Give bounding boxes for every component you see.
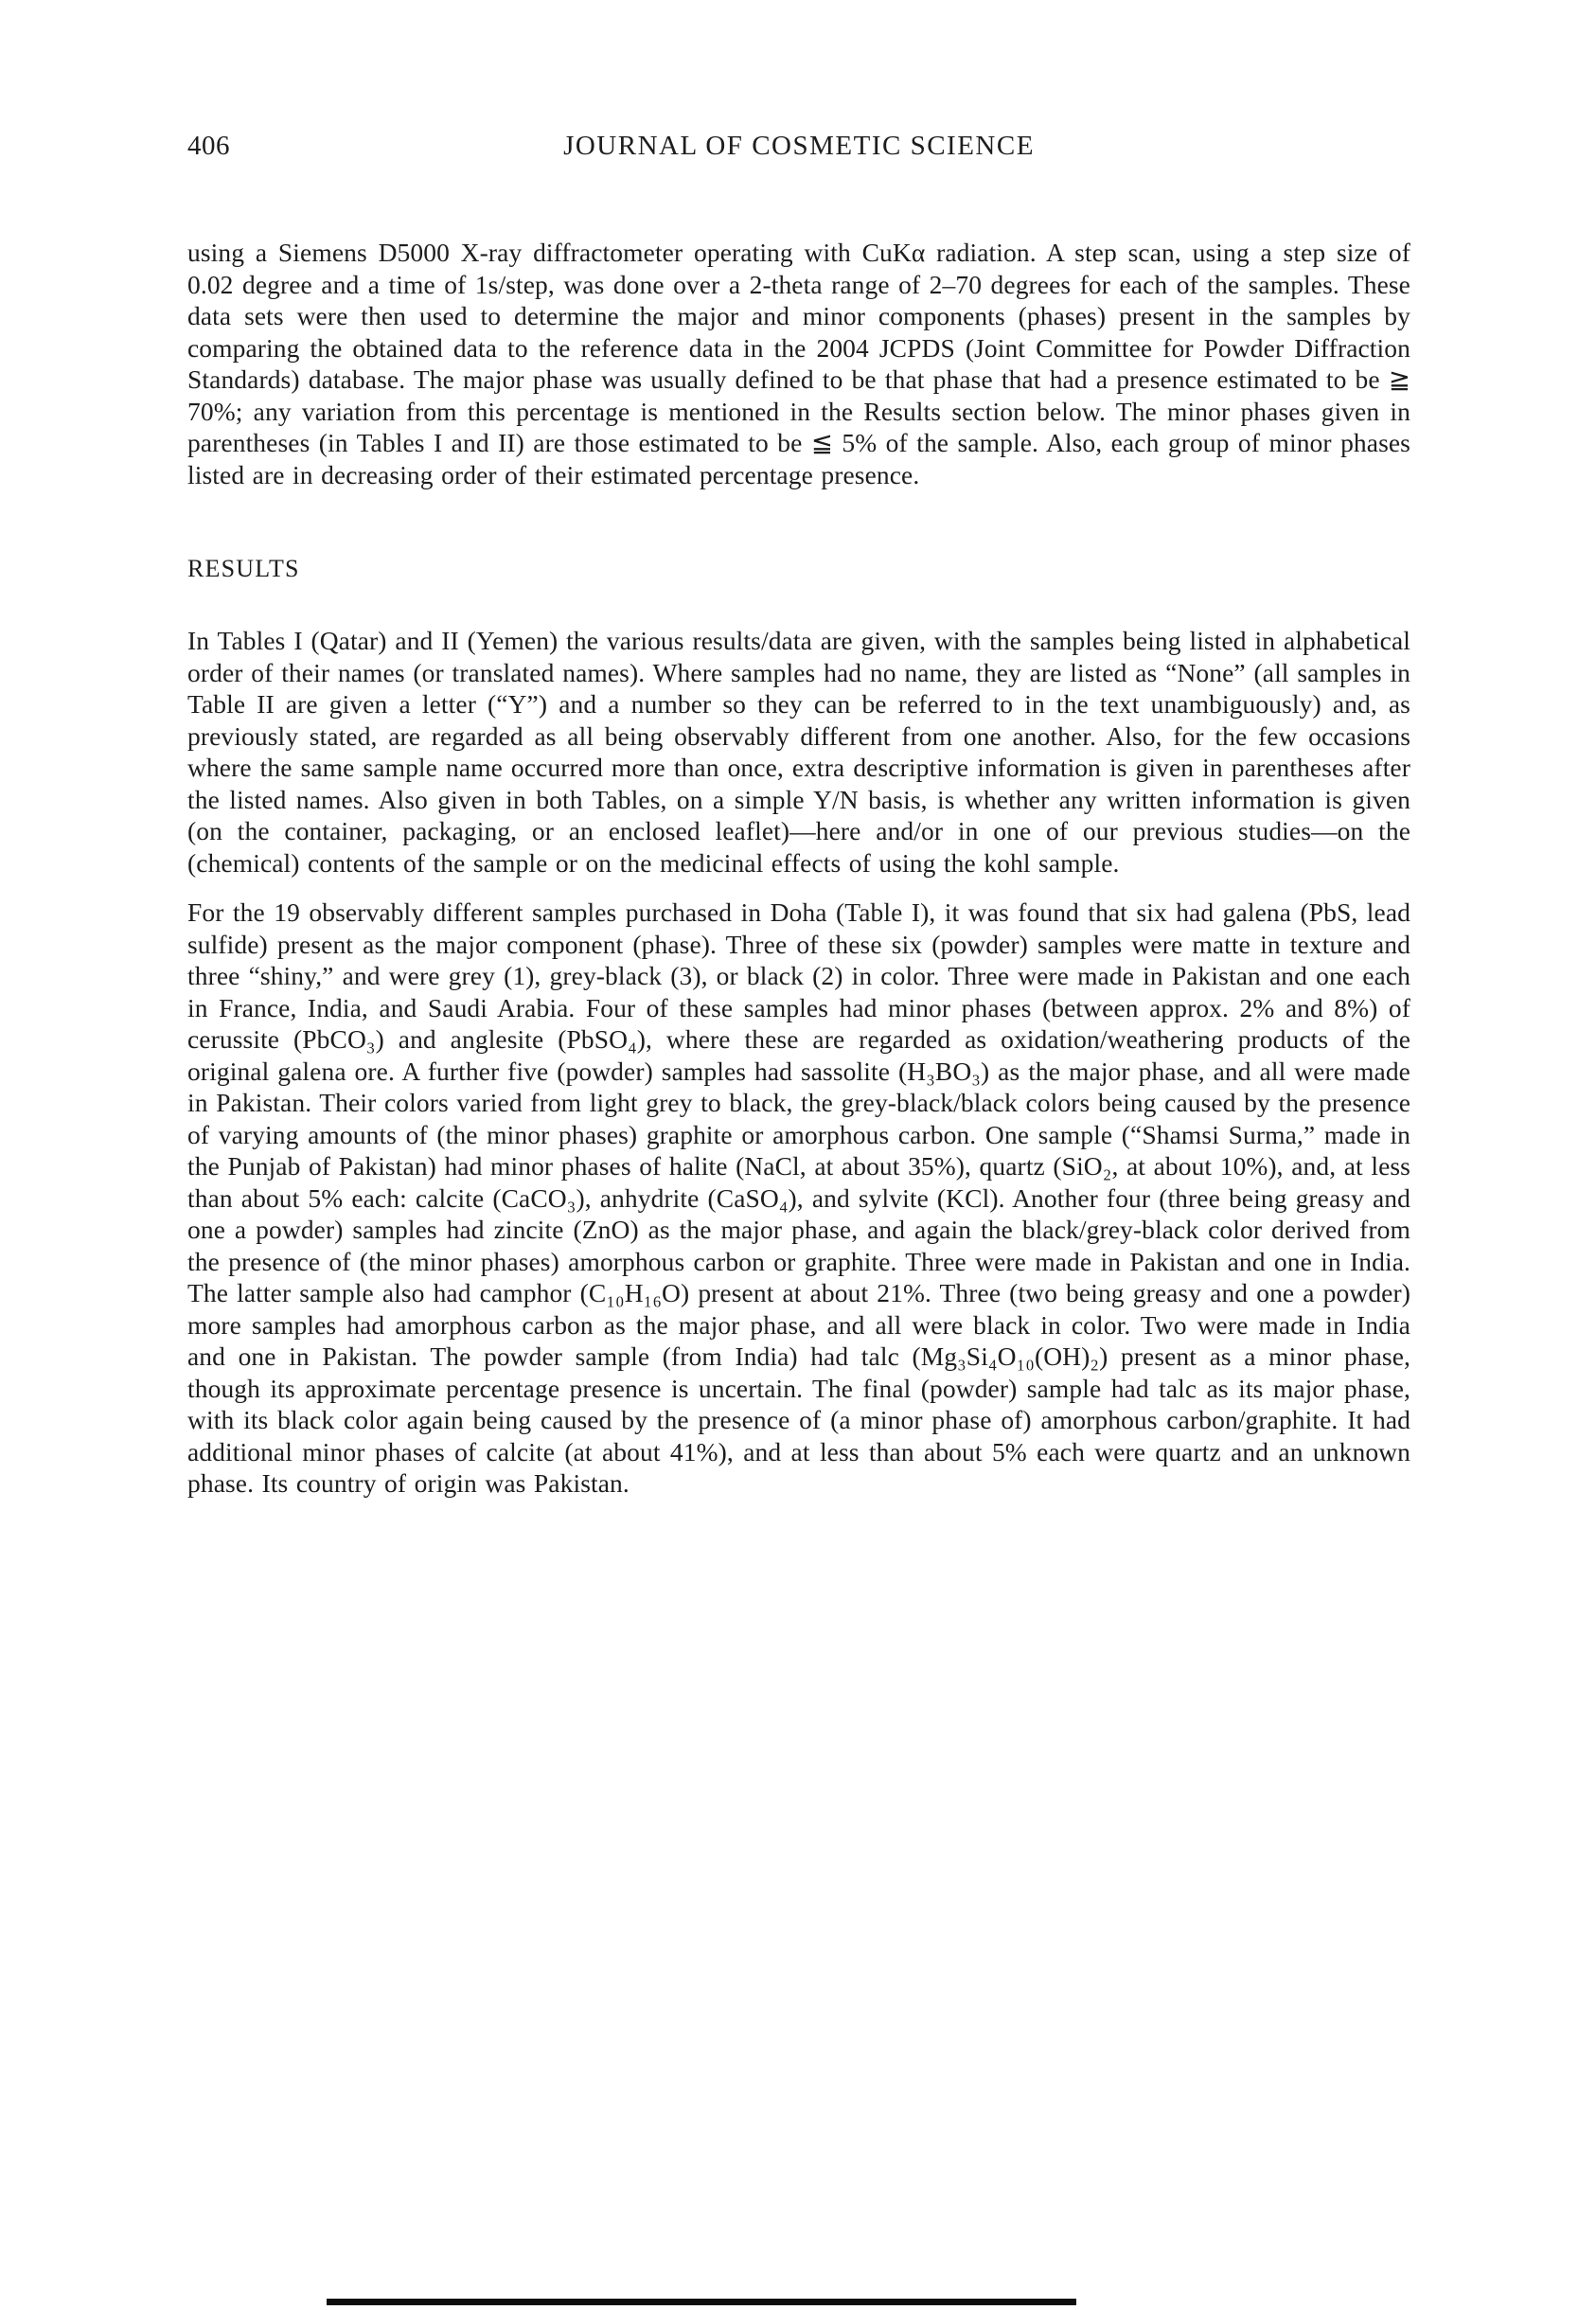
paragraph-results-overview: In Tables I (Qatar) and II (Yemen) the various results/data are given, with the samples being listed in alphabetical order of their names (or translated names). Where samples had no name, they are listed as “None” (all samples in Table II are given a letter (“Y”) and a number so they can be referred to in the text unambiguously) and, as previously stated, are regarded as all being observably different from one another. Also, for the few occasions where the same sample name occurred more than once, extra descriptive information is given in parentheses after the listed names. Also given in both Tables, on a simple Y/N basis, is whether any written information is given (on the container, packaging, or an enclosed leaflet)—here and/or in one of our previous studies—on the (chemical) contents of the sample or on the medicinal effects of using the kohl sample.	[187, 626, 1410, 878]
page-number: 406	[187, 131, 230, 161]
scan-artifact-line	[327, 2299, 1076, 2305]
results-heading: RESULTS	[187, 555, 300, 582]
paragraph-results-details: For the 19 observably different samples purchased in Doha (Table I), it was found that six had galena (PbS, lead sulfide) present as the major component (phase). Three of these six (powder) samples were matte in texture and three “shiny,” and were grey (1), grey-black (3), or black (2) in color. Three were made in Pakistan and one each in France, India, and Saudi Arabia. Four of these samples had minor phases (between approx. 2% and 8%) of cerussite (PbCO₃) and anglesite (PbSO₄), where these are regarded as oxidation/weathering products of the original galena ore. A further five (powder) samples had sassolite (H₃BO₃) as the major phase, and all were made in Pakistan. Their colors varied from light grey to black, the grey-black/black colors being caused by the presence of varying amounts of (the minor phases) graphite or amorphous carbon. One sample (“Shamsi Surma,” made in the Punjab of Pakistan) had minor phases of halite (NaCl, at about 35%), quartz (SiO₂, at about 10%), and, at less than about 5% each: calcite (CaCO₃), anhydrite (CaSO₄), and sylvite (KCl). Another four (three being greasy and one a powder) samples had zincite (ZnO) as the major phase, and again the black/grey-black color derived from the presence of (the minor phases) amorphous carbon or graphite. Three were made in Pakistan and one in India. The latter sample also had camphor (C₁₀H₁₆O) present at about 21%. Three (two being greasy and one a powder) more samples had amorphous carbon as the major phase, and all were black in color. Two were made in India and one in Pakistan. The powder sample (from India) had talc (Mg₃Si₄O₁₀(OH)₂) present as a minor phase, though its approximate percentage presence is uncertain. The final (powder) sample had talc as its major phase, with its black color again being caused by the presence of (a minor phase of) amorphous carbon/graphite. It had additional minor phases of calcite (at about 41%), and at less than about 5% each were quartz and an unknown phase. Its country of origin was Pakistan.	[187, 897, 1410, 1498]
journal-title: JOURNAL OF COSMETIC SCIENCE	[563, 131, 1035, 161]
page-content	[187, 131, 1410, 1500]
page-header	[187, 131, 1410, 169]
article-body	[187, 237, 1410, 1500]
paragraph-methods: using a Siemens D5000 X-ray diffractometer operating with CuKα radiation. A step scan, using a step size of 0.02 degree and a time of 1s/step, was done over a 2-theta range of 2–70 degrees for each of the samples. These data sets were then used to determine the major and minor components (phases) present in the samples by comparing the obtained data to the reference data in the 2004 JCPDS (Joint Committee for Powder Diffraction Standards) database. The major phase was usually defined to be that phase that had a presence estimated to be ≧ 70%; any variation from this percentage is mentioned in the Results section below. The minor phases given in parentheses (in Tables I and II) are those estimated to be ≦ 5% of the sample. Also, each group of minor phases listed are in decreasing order of their estimated percentage presence.	[187, 238, 1410, 489]
